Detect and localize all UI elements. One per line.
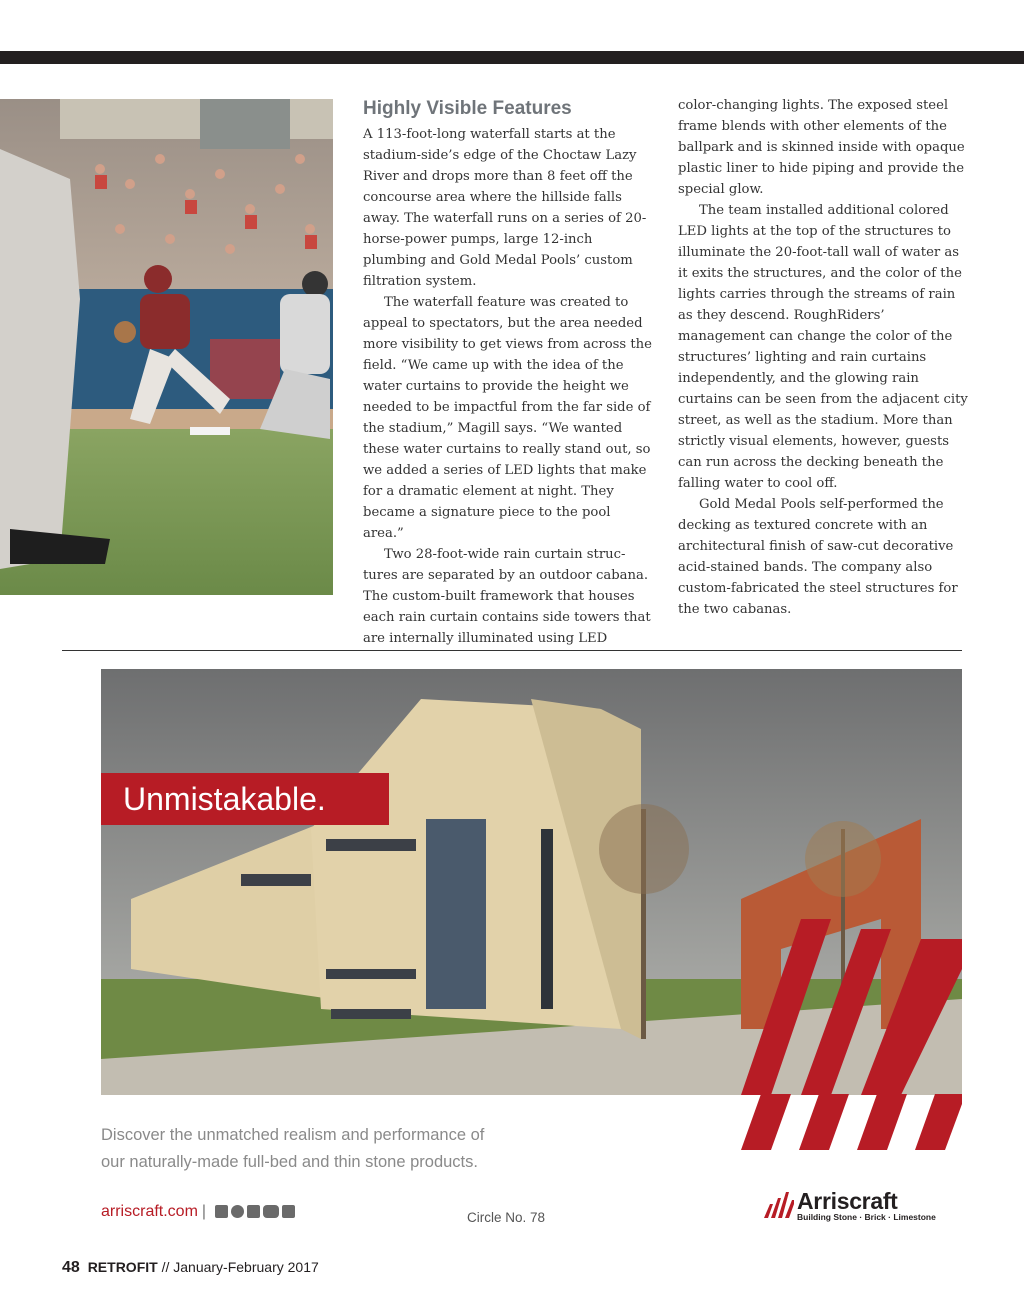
- article-column-2: [678, 95, 968, 620]
- divider: [62, 650, 962, 651]
- page-number: 48: [62, 1259, 80, 1276]
- logo-name: Arriscraft: [797, 1188, 898, 1214]
- issue-date: // January-February 2017: [161, 1259, 319, 1275]
- linkedin-icon[interactable]: [282, 1205, 295, 1218]
- twitter-icon[interactable]: [215, 1205, 228, 1218]
- pinterest-icon[interactable]: [231, 1205, 244, 1218]
- reader-service-number: Circle No. 78: [467, 1210, 546, 1225]
- ad-copy-line: our naturally-made full-bed and thin stone products.: [101, 1153, 478, 1171]
- section-heading: Highly Visible Features: [363, 98, 572, 119]
- magazine-name: RETROFIT: [87, 1259, 158, 1275]
- ad-copy-line: Discover the unmatched realism and performance of: [101, 1126, 485, 1144]
- arriscraft-logo: [764, 1188, 964, 1224]
- youtube-icon[interactable]: [263, 1205, 279, 1218]
- logo-tagline: Building Stone · Brick · Limestone: [797, 1212, 936, 1222]
- article-column-1: [363, 97, 653, 649]
- paragraph: Two 28-foot-wide rain curtain struc-tures are separated by an outdoor cabana. The custom-built framework that houses each rain curtain contains side towers that are internally illuminated using LED: [363, 547, 651, 646]
- building-photo: [101, 669, 962, 1095]
- paragraph: The team installed additional colored LED lights at the top of the structures to illuminate the 20-foot-tall wall of water as it exits the structures, and the color of the lights carries through the streams of rain as they descend. RoughRiders’ management can change the color of the structures’ lighting and rain curtains independently, and the glowing rain curtains can be seen from the adjacent city street, as well as the stadium. More than strictly visual elements, however, guests can run across the decking beneath the falling water to cool off.: [678, 203, 968, 491]
- page-footer: [62, 1259, 319, 1277]
- social-icons: [215, 1205, 295, 1218]
- baseball-photo: [0, 99, 333, 595]
- facebook-icon[interactable]: [247, 1205, 260, 1218]
- header-bar: [0, 51, 1024, 64]
- ad-contact-line: [101, 1203, 295, 1221]
- website-link[interactable]: arriscraft.com: [101, 1203, 198, 1220]
- logo-mark-icon: [764, 1190, 794, 1220]
- paragraph: Gold Medal Pools self-performed the decking as textured concrete with an architectural finish of saw-cut decorative acid-stained bands. The company also custom-fabricated the steel structures for the two cabanas.: [678, 497, 958, 617]
- ad-copy: [101, 1122, 561, 1176]
- ad-banner: Unmistakable.: [101, 773, 389, 825]
- paragraph: A 113-foot-long waterfall starts at the stadium-side’s edge of the Choctaw Lazy River and drops more than 8 feet off the concourse area where the hillside falls away. The waterfall runs on a series of 20-horse-power pumps, large 12-inch plumbing and Gold Medal Pools’ custom filtration system.: [363, 127, 647, 289]
- ad-stripe-graphic: [741, 1094, 962, 1150]
- paragraph: color-changing lights. The exposed steel frame blends with other elements of the ballpark and is skinned inside with opaque plastic liner to hide piping and provide the special glow.: [678, 98, 965, 197]
- paragraph: The waterfall feature was created to appeal to spectators, but the area needed more visibility to get views from across the field. “We came up with the idea of the water curtains to provide the height we needed to be impactful from the far side of the stadium,” Magill says. “We wanted these water curtains to really stand out, so we added a series of LED lights that make for a dramatic element at night. They became a signature piece to the pool area.”: [363, 295, 652, 541]
- separator: |: [201, 1203, 207, 1220]
